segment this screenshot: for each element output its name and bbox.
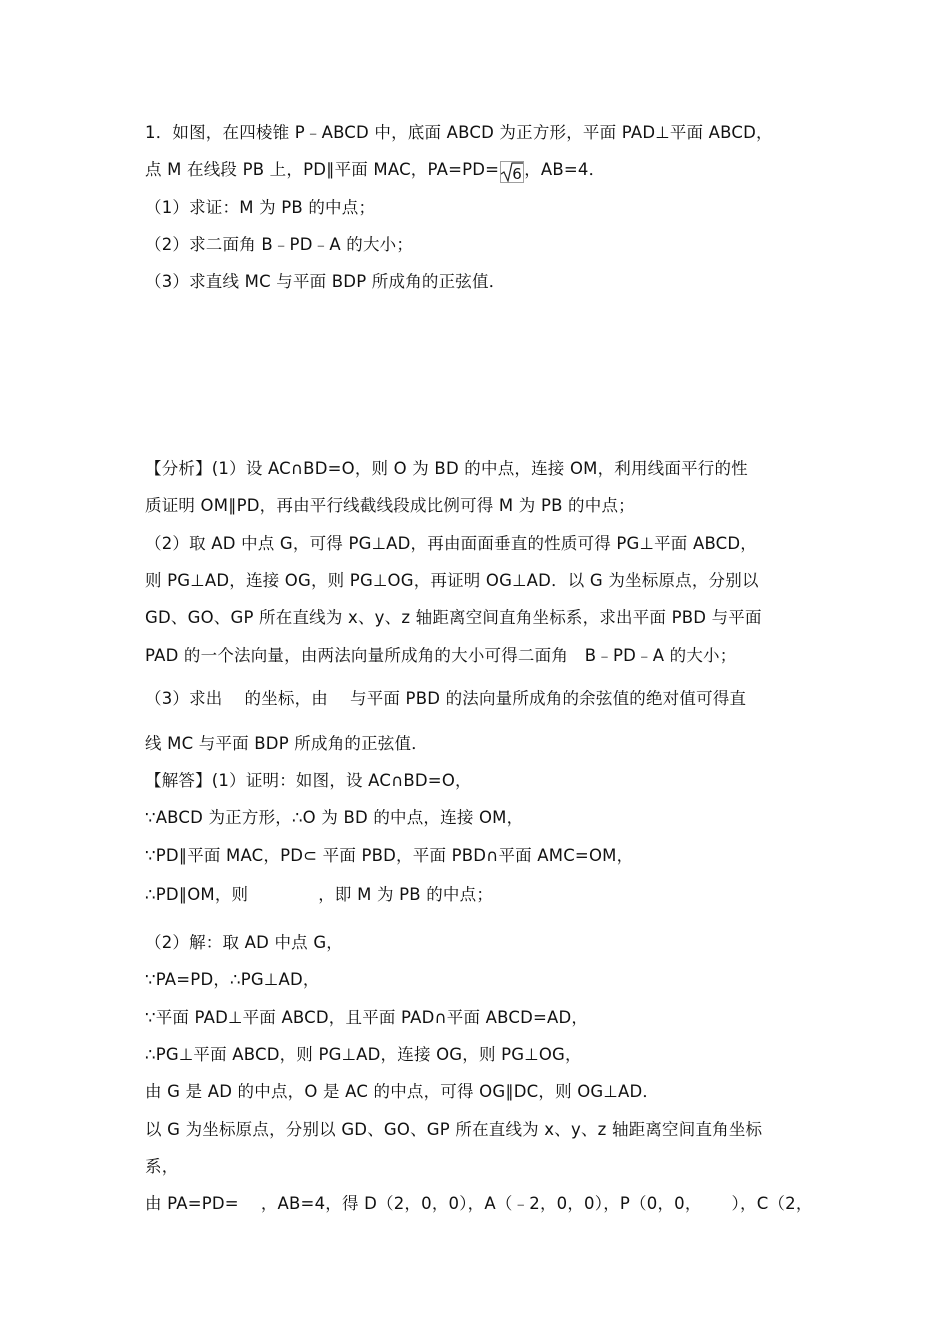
- solution-line-10: 以 G 为坐标原点，分别以 GD、GO、GP 所在直线为 x、y、z 轴距离空间直角坐标: [145, 1120, 763, 1139]
- solution-line-8: ∴PG⊥平面 ABCD，则 PG⊥AD，连接 OG，则 PG⊥OG，: [145, 1045, 582, 1064]
- solution-line-6: ∵PA=PD，∴PG⊥AD，: [145, 970, 320, 989]
- solution-line-4-part-1: ∴PD∥OM，则: [145, 885, 249, 904]
- analysis-line-7: [145, 689, 746, 709]
- question-3: （3）求直线 MC 与平面 BDP 所成角的正弦值．: [145, 272, 506, 291]
- sqrt-radicand: 6: [512, 164, 522, 183]
- solution-line-2: ∵ABCD 为正方形，∴O 为 BD 的中点，连接 OM，: [145, 808, 524, 827]
- analysis-line-5: GD、GO、GP 所在直线为 x、y、z 轴距离空间直角坐标系，求出平面 PBD 与平面: [145, 608, 762, 627]
- analysis-line-7-part-1: （3）求出: [145, 689, 223, 708]
- problem-line-1: 1．如图，在四棱锥 P﹣ABCD 中，底面 ABCD 为正方形，平面 PAD⊥平面 ABCD，: [145, 123, 773, 142]
- solution-line-12-part-1: 由 PA=PD=: [145, 1194, 239, 1213]
- sqrt-symbol: [500, 161, 524, 181]
- analysis-line-2: 质证明 OM∥PD，再由平行线截线段成比例可得 M 为 PB 的中点；: [145, 496, 635, 515]
- solution-line-9: 由 G 是 AD 的中点，O 是 AC 的中点，可得 OG∥DC，则 OG⊥AD．: [145, 1082, 660, 1101]
- analysis-line-3: （2）取 AD 中点 G，可得 PG⊥AD，再由面面垂直的性质可得 PG⊥平面 ABCD，: [145, 534, 757, 553]
- question-2: （2）求二面角 B﹣PD﹣A 的大小；: [145, 235, 414, 254]
- analysis-line-7-part-3: 与平面 PBD 的法向量所成角的余弦值的绝对值可得直: [350, 689, 747, 708]
- solution-line-12-part-2: ，AB=4，得 D（2，0，0），A（﹣2，0，0），P（0，0，: [260, 1194, 702, 1213]
- solution-line-7: ∵平面 PAD⊥平面 ABCD，且平面 PAD∩平面 ABCD=AD，: [145, 1008, 589, 1027]
- solution-line-12: [145, 1194, 813, 1214]
- solution-line-5: （2）解：取 AD 中点 G，: [145, 933, 344, 952]
- solution-line-12-part-3: ），C（2，: [731, 1194, 813, 1213]
- problem-line-2-text: 点 M 在线段 PB 上，PD∥平面 MAC，PA=PD=: [145, 160, 500, 179]
- solution-line-3: ∵PD∥平面 MAC，PD⊂ 平面 PBD，平面 PBD∩平面 AMC=OM，: [145, 846, 634, 865]
- solution-line-4-part-2: ，即 M 为 PB 的中点；: [318, 885, 494, 904]
- solution-line-1: 【解答】(1）证明：如图，设 AC∩BD=O，: [145, 771, 472, 790]
- analysis-line-8: 线 MC 与平面 BDP 所成角的正弦值．: [145, 734, 428, 753]
- analysis-line-4: 则 PG⊥AD，连接 OG，则 PG⊥OG，再证明 OG⊥AD．以 G 为坐标原点，分别以: [145, 571, 759, 590]
- problem-line-2: [145, 160, 605, 181]
- problem-line-2-tail: ，AB=4．: [524, 160, 606, 179]
- analysis-line-1: 【分析】(1）设 AC∩BD=O，则 O 为 BD 的中点，连接 OM，利用线面平行的性: [145, 459, 748, 478]
- analysis-line-7-part-2: 的坐标，由: [244, 689, 328, 708]
- analysis-line-6: PAD 的一个法向量，由两法向量所成角的大小可得二面角 B﹣PD﹣A 的大小；: [145, 646, 737, 665]
- solution-line-4: [145, 885, 493, 905]
- question-1: （1）求证：M 为 PB 的中点；: [145, 198, 376, 217]
- solution-line-11: 系，: [145, 1157, 179, 1176]
